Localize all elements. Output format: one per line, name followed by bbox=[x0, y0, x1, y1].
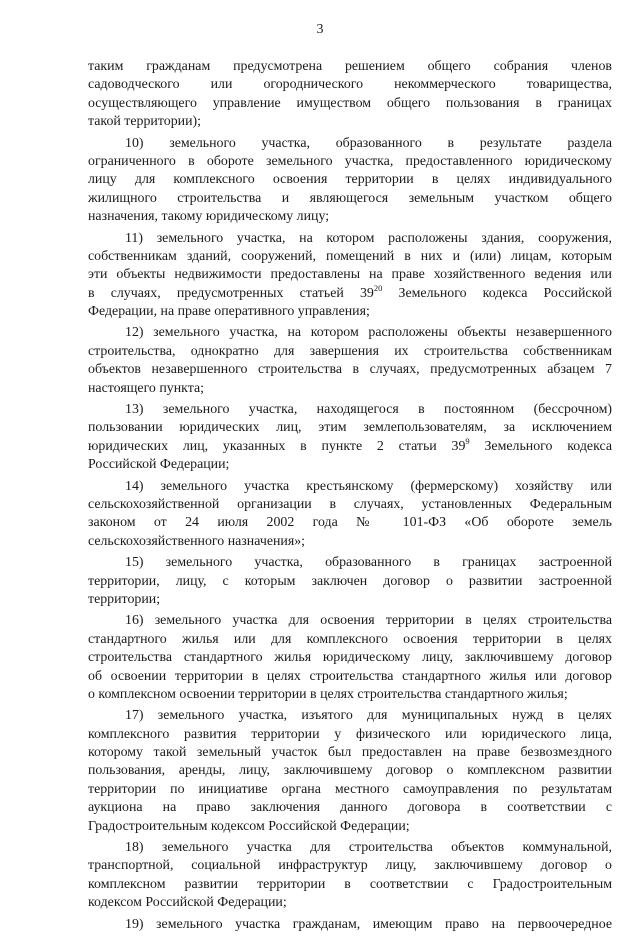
line-with-superscript: юридических лиц, указанных в пункте 2 статьи $39^9$ Земельного кодекса bbox=[88, 435, 612, 454]
superscript: 20 bbox=[373, 282, 383, 293]
page-number: 3 bbox=[316, 22, 324, 37]
paragraph-14: 14) земельного участка крестьянскому (фермерскому) хозяйству или сельскохозяйственной организации в случаях, установленных Федеральным законом от 24 июля 2002 года № 101-ФЗ «Об обороте земель сельскохозяйственного назначения»; bbox=[88, 478, 612, 549]
paragraph-12: 12) земельного участка, на котором расположены объекты незавершенного строительства, однократно для завершения их строительства собственникам объектов незавершенного строительства в случаях, предусмотренных абзацем 7 настоящего пункта; bbox=[88, 325, 612, 396]
paragraph-17: 17) земельного участка, изъятого для муниципальных нужд в целях комплексного развития территории у физического или юридического лица, которому такой земельный участок был предоставлен на праве безвозмездного пользования, аренды, лицу, заключившему договор о комплексном развитии территории по инициативе органа местного самоуправления по результатам аукциона на право заключения данного договора в соответствии с Градостроительным кодексом Российской Федерации; bbox=[88, 708, 612, 834]
document-body bbox=[88, 58, 612, 937]
paragraph-11: 11) земельного участка, на котором расположены здания, сооружения, собственникам зданий, сооружений, помещений в них и (или) лицам, которым эти объекты недвижимости предоставлены на праве хозяйственного ведения или в случаях, предусмотренных статьей $39^{20}$ Земельного кодекса Российской Федерации, на праве оперативного управления; bbox=[88, 230, 612, 320]
paragraph-15: 15) земельного участка, образованного в границах застроенной территории, лицу, с которым заключен договор о развитии застроенной территории; bbox=[88, 555, 612, 607]
paragraph-19: 19) земельного участка гражданам, имеющим право на первоочередное bbox=[125, 916, 612, 932]
paragraph-16: 16) земельного участка для освоения территории в целях строительства стандартного жилья или для комплексного освоения территории в целях строительства стандартного жилья юридическому лицу, заключившему договор об освоении территории в целях строительства стандартного жилья или договор о комплексном освоении территории в целях строительства стандартного жилья; bbox=[88, 613, 612, 702]
paragraph-10: 10) земельного участка, образованного в результате раздела ограниченного в обороте земельного участка, предоставленного юридическому лицу для комплексного освоения территории в целях индивидуального жилищного строительства и являющегося земельным участком общего назначения, такому юридическому лицу; bbox=[88, 135, 612, 225]
superscript: 9 bbox=[465, 435, 470, 446]
paragraph-18: 18) земельного участка для строительства объектов коммунальной, транспортной, социальной инфраструктур лицу, заключившему договор о комплексном развитии территории в соответствии с Градостроительным кодексом Российской Федерации; bbox=[88, 840, 612, 911]
line-with-superscript: в случаях, предусмотренных статьей $39^{20}$ Земельного кодекса Российской bbox=[88, 282, 612, 301]
paragraph-13: 13) земельного участка, находящегося в постоянном (бессрочном) пользовании юридических лиц, этим землепользователям, за исключением юридических лиц, указанных в пункте 2 статьи $39^9$ Земельного кодекса Российской Федерации; bbox=[88, 402, 612, 473]
paragraph-9-tail: таким гражданам предусмотрена решением общего собрания членов садоводческого или огороднического некоммерческого товарищества, осуществляющего управление имуществом общего пользования в границах такой территории); bbox=[88, 59, 612, 130]
